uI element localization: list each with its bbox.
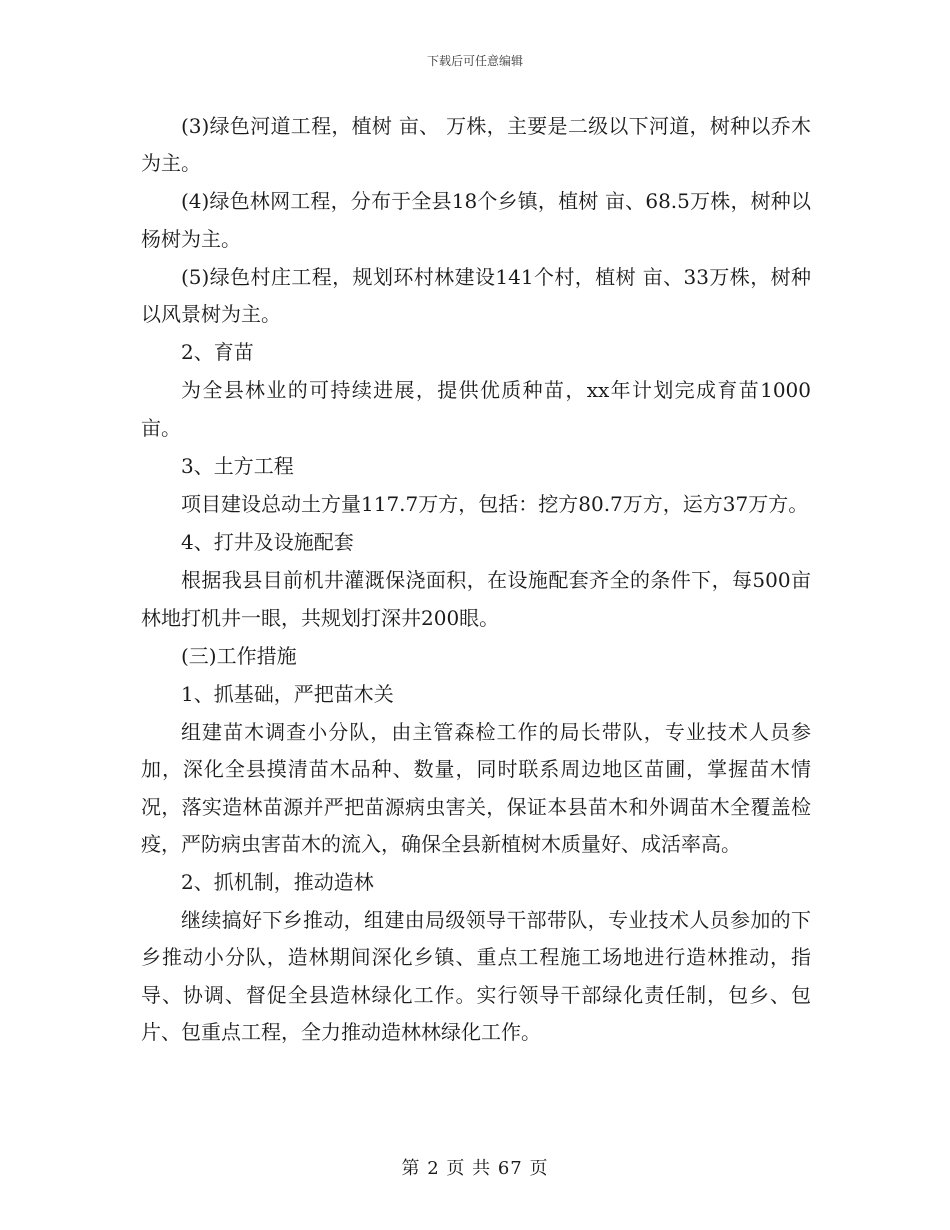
document-body [141, 108, 811, 1052]
heading-mechanism: 2、抓机制，推动造林 [181, 870, 374, 895]
heading-basics: 1、抓基础，严把苗木关 [181, 682, 394, 707]
paragraph-well-drilling: 根据我县目前机井灌溉保浇面积，在设施配套齐全的条件下，每500亩林地打机井一眼，共规划打深井200眼。 [141, 568, 811, 630]
paragraph-seedling: 为全县林业的可持续进展，提供优质种苗，xx年计划完成育苗1000亩。 [141, 378, 811, 440]
heading-earthwork: 3、土方工程 [181, 453, 294, 478]
heading-well-drilling: 4、打井及设施配套 [181, 530, 354, 555]
paragraph-earthwork: 项目建设总动土方量117.7万方，包括：挖方80.7万方，运方37万方。 [181, 492, 809, 517]
paragraph-mechanism: 继续搞好下乡推动，组建由局级领导干部带队，专业技术人员参加的下乡推动小分队，造林期间深化乡镇、重点工程施工场地进行造林推动，指导、协调、督促全县造林绿化工作。实行领导干部绿化责任制，包乡、包片、包重点工程，全力推动造林林绿化工作。 [141, 908, 811, 1044]
paragraph-green-forest-network: (4)绿色林网工程，分布于全县18个乡镇，植树 亩、68.5万株，树种以杨树为主。 [141, 189, 811, 251]
page-footer: 第 2 页 共 67 页 [401, 1158, 549, 1179]
paragraph-green-village: (5)绿色村庄工程，规划环村林建设141个村，植树 亩、33万株，树种以风景树为主。 [141, 264, 811, 327]
heading-work-measures: (三)工作措施 [181, 643, 297, 668]
paragraph-green-river: (3)绿色河道工程，植树 亩、 万株，主要是二级以下河道，树种以乔木为主。 [141, 114, 811, 176]
heading-seedling: 2、育苗 [181, 340, 254, 365]
paragraph-basics: 组建苗木调查小分队，由主管森检工作的局长带队，专业技术人员参加，深化全县摸清苗木品种、数量，同时联系周边地区苗圃，掌握苗木情况，落实造林苗源并严把苗源病虫害关，保证本县苗木和外调苗木全覆盖检疫，严防病虫害苗木的流入，确保全县新植树木质量好、成活率高。 [141, 720, 811, 856]
page-header: 下载后可任意编辑 [426, 54, 523, 68]
